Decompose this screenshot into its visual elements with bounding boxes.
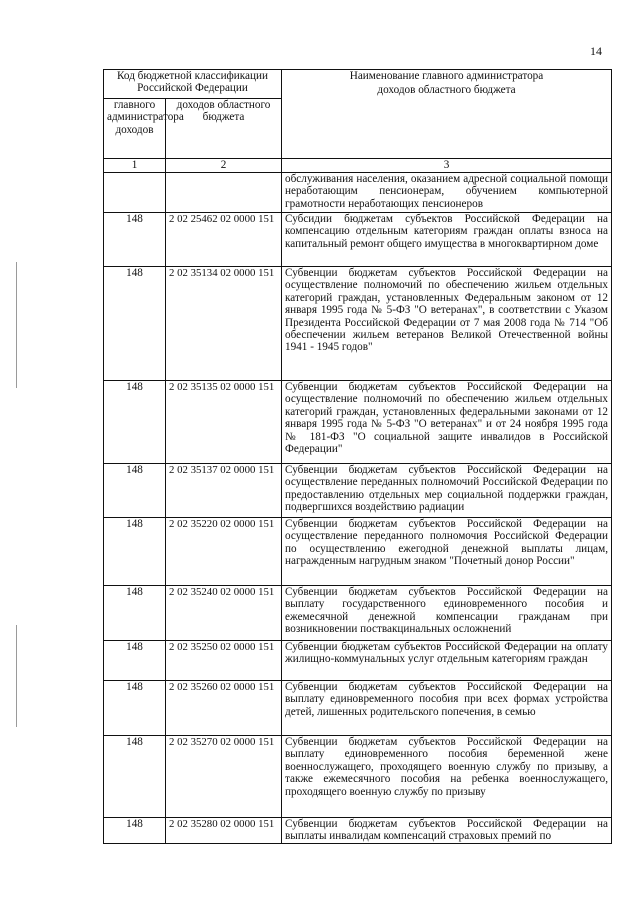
admin-code-cell: 148 [104,641,166,681]
table-row [104,381,612,464]
column-number: 2 [166,159,282,173]
income-code-cell: 2 02 25462 02 0000 151 [166,213,282,267]
name-cell: Субвенции бюджетам субъектов Российской Федерации на выплату государственного единовременного пособия и ежемесячной денежной компенсации гражданам при возникновении поствакцинальных осложнений [282,586,612,641]
column-number: 1 [104,159,166,173]
table-row [104,213,612,267]
income-code-cell: 2 02 35135 02 0000 151 [166,381,282,464]
income-code-cell: 2 02 35137 02 0000 151 [166,464,282,518]
header-code-group: Код бюджетной классификации Российской Федерации [104,70,282,99]
table-row [104,681,612,736]
scan-edge-mark [16,262,17,388]
admin-code-cell: 148 [104,464,166,518]
name-cell: Субвенции бюджетам субъектов Российской Федерации на осуществление полномочий по обеспечению жильем отдельных категорий граждан, установленных федеральными законами от 12 января 1995 года № 5-ФЗ "О ветеранах" и от 24 ноября 1995 года № 181-ФЗ "О социальной защите инвалидов в Российской Федерации" [282,381,612,464]
admin-code-cell: 148 [104,818,166,844]
income-code-cell: 2 02 35270 02 0000 151 [166,736,282,818]
name-cell: Субвенции бюджетам субъектов Российской Федерации на выплаты инвалидам компенсаций страховых премий по [282,818,612,844]
name-cell: Субвенции бюджетам субъектов Российской Федерации на осуществление переданного полномочия Российской Федерации по осуществлению ежегодной денежной выплаты лицам, награжденным нагрудным знаком "Почетный донор России" [282,518,612,586]
admin-code-cell [104,173,166,213]
table-row [104,586,612,641]
name-cell: Субсидии бюджетам субъектов Российской Федерации на компенсацию отдельным категориям граждан оплаты взноса на капитальный ремонт общего имущества в многоквартирном доме [282,213,612,267]
admin-code-cell: 148 [104,213,166,267]
column-number: 3 [282,159,612,173]
header-income: доходов областного бюджета [166,99,282,159]
name-cell: обслуживания населения, оказанием адресной социальной помощи неработающим пенсионерам, обучением компьютерной грамотности неработающих пенсионеров [282,173,612,213]
admin-code-cell: 148 [104,381,166,464]
page-number: 14 [590,44,602,58]
budget-codes-table [103,69,612,844]
income-code-cell: 2 02 35260 02 0000 151 [166,681,282,736]
admin-code-cell: 148 [104,267,166,381]
income-code-cell [166,173,282,213]
name-cell: Субвенции бюджетам субъектов Российской Федерации на осуществление переданных полномочий Российской Федерации по предоставлению отдельных мер социальной поддержки граждан, подвергшихся воздействию радиации [282,464,612,518]
table-row [104,173,612,213]
scan-edge-mark [16,625,17,727]
income-code-cell: 2 02 35250 02 0000 151 [166,641,282,681]
table-row [104,518,612,586]
name-cell: Субвенции бюджетам субъектов Российской Федерации на выплату единовременного пособия при всех формах устройства детей, лишенных родительского попечения, в семью [282,681,612,736]
name-cell: Субвенции бюджетам субъектов Российской Федерации на оплату жилищно-коммунальных услуг отдельным категориям граждан [282,641,612,681]
column-numbers-row [104,159,612,173]
admin-code-cell: 148 [104,681,166,736]
table-row [104,464,612,518]
income-code-cell: 2 02 35220 02 0000 151 [166,518,282,586]
table-row [104,736,612,818]
name-cell: Субвенции бюджетам субъектов Российской Федерации на выплату единовременного пособия беременной жене военнослужащего, проходящего военную службу по призыву, а также ежемесячного пособия на ребенка военнослужащего, проходящего военную службу по призыву [282,736,612,818]
income-code-cell: 2 02 35240 02 0000 151 [166,586,282,641]
table-row [104,641,612,681]
admin-code-cell: 148 [104,586,166,641]
header-name: Наименование главного администратора доходов областного бюджета [282,70,612,159]
admin-code-cell: 148 [104,518,166,586]
income-code-cell: 2 02 35280 02 0000 151 [166,818,282,844]
header-admin: главного администратора доходов [104,99,166,159]
name-cell: Субвенции бюджетам субъектов Российской Федерации на осуществление полномочий по обеспечению жильем отдельных категорий граждан, установленных Федеральным законом от 12 января 1995 года № 5-ФЗ "О ветеранах", в соответствии с Указом Президента Российской Федерации от 7 мая 2008 года № 714 "Об обеспечении жильем ветеранов Великой Отечественной войны 1941 - 1945 годов" [282,267,612,381]
income-code-cell: 2 02 35134 02 0000 151 [166,267,282,381]
table-row [104,267,612,381]
admin-code-cell: 148 [104,736,166,818]
table-row [104,818,612,844]
